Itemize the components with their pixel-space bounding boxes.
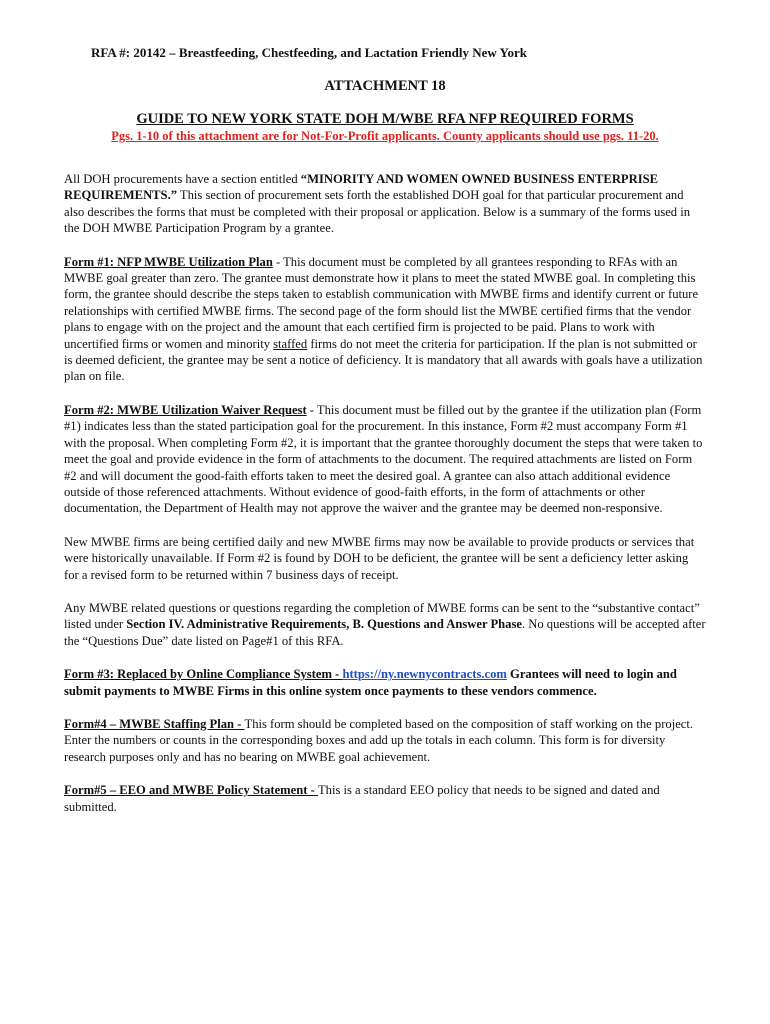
questions-paragraph <box>64 600 706 649</box>
form5-heading: Form#5 – EEO and MWBE Policy Statement - <box>64 783 318 798</box>
compliance-system-link[interactable]: https://ny.newnycontracts.com <box>342 667 507 682</box>
form1-text-2: firms do not meet the criteria for participation. If the plan is not submitted or is deemed deficient, the grantee may be sent a notice of deficiency. It is mandatory that all awards with goals have a utilization plan on file. <box>64 336 703 384</box>
intro-section-name: “MINORITY AND WOMEN OWNED BUSINESS ENTERPRISE REQUIREMENTS.” <box>64 172 659 203</box>
intro-text-1: All DOH procurements have a section entitled <box>64 172 301 186</box>
form1-heading: Form #1: NFP MWBE Utilization Plan <box>64 254 273 269</box>
form3-text: Grantees will need to login and submit payments to MWBE Firms in this online system once payments to these vendors commence. <box>64 667 677 698</box>
intro-text-2: This section of procurement sets forth the established DOH goal for that particular procurement and also describes the forms that must be completed with their proposal or application. Below is a summary of the forms used in the DOH MWBE Participation Program by a grantee. <box>64 188 691 236</box>
form2-paragraph <box>64 402 706 517</box>
page-title: GUIDE TO NEW YORK STATE DOH M/WBE RFA NFP REQUIRED FORMS <box>136 111 634 127</box>
form4-text: This form should be completed based on the composition of staff working on the project. Enter the numbers or counts in the corresponding boxes and add up the totals in each column. This form is for diversity research purposes only and has no bearing on MWBE goal achievement. <box>64 716 694 764</box>
staffed-word: staffed <box>273 336 308 351</box>
applicant-note: Pgs. 1-10 of this attachment are for Not-For-Profit applicants. County applicants should use pgs. 11-20. <box>111 129 659 143</box>
form4-paragraph <box>64 716 706 765</box>
questions-text-1: Any MWBE related questions or questions regarding the completion of MWBE forms can be sent to the “substantive contact” listed under <box>64 600 700 632</box>
form3-heading: Form #3: Replaced by Online Compliance System - <box>64 667 343 682</box>
questions-section-ref: Section IV. Administrative Requirements, B. Questions and Answer Phase <box>126 617 522 632</box>
intro-paragraph <box>64 171 706 237</box>
form1-paragraph <box>64 254 706 385</box>
form5-text: This is a standard EEO policy that needs to be signed and dated and submitted. <box>64 783 660 814</box>
form2-text: - This document must be filled out by the grantee if the utilization plan (Form #1) indicates less than the stated participation goal for the procurement. In this instance, Form #2 must accompany Form #1 with the proposal. When completing Form #2, it is important that the grantee thoroughly document the steps that were taken to meet the goal and provide evidence in the form of attachments to the document. The required attachments are listed on Form #2 and will document the good-faith efforts taken to meet the desired goal. A grantee can also attach additional evidence outside of those referenced attachments. Without evidence of good-faith efforts, in the form of attachments or other documentation, the Department of Health may not approve the waiver and the grantee may be deemed non-responsive. <box>64 402 703 516</box>
attachment-label: ATTACHMENT 18 <box>324 78 446 94</box>
form4-heading: Form#4 – MWBE Staffing Plan - <box>64 716 245 731</box>
form1-text-1: - This document must be completed by all grantees responding to RFAs with an MWBE goal greater than zero. The grantee must demonstrate how it plans to meet the stated MWBE goal. In completing this form, the grantee should describe the steps taken to establish communication with MWBE firms and identify current or future relationships with certified MWBE firms. The second page of the form should list the MWBE certified firms that the vendor plans to engage with on the project and the amount that each certified firm is projected to be paid. Plans to work with uncertified firms or women and minority <box>64 254 699 351</box>
form2-heading: Form #2: MWBE Utilization Waiver Request <box>64 402 307 417</box>
form5-paragraph <box>64 782 706 815</box>
rfa-header: RFA #: 20142 – Breastfeeding, Chestfeeding, and Lactation Friendly New York <box>91 45 527 60</box>
questions-text-2: . No questions will be accepted after the “Questions Due” date listed on Page#1 of this RFA. <box>64 617 706 648</box>
form3-paragraph <box>64 666 706 699</box>
new-firms-paragraph: New MWBE firms are being certified daily and new MWBE firms may now be available to provide products or services that were historically unavailable. If Form #2 is found by DOH to be deficient, the grantee will be sent a deficiency letter asking for a revised form to be returned within 7 business days of receipt. <box>64 534 695 582</box>
